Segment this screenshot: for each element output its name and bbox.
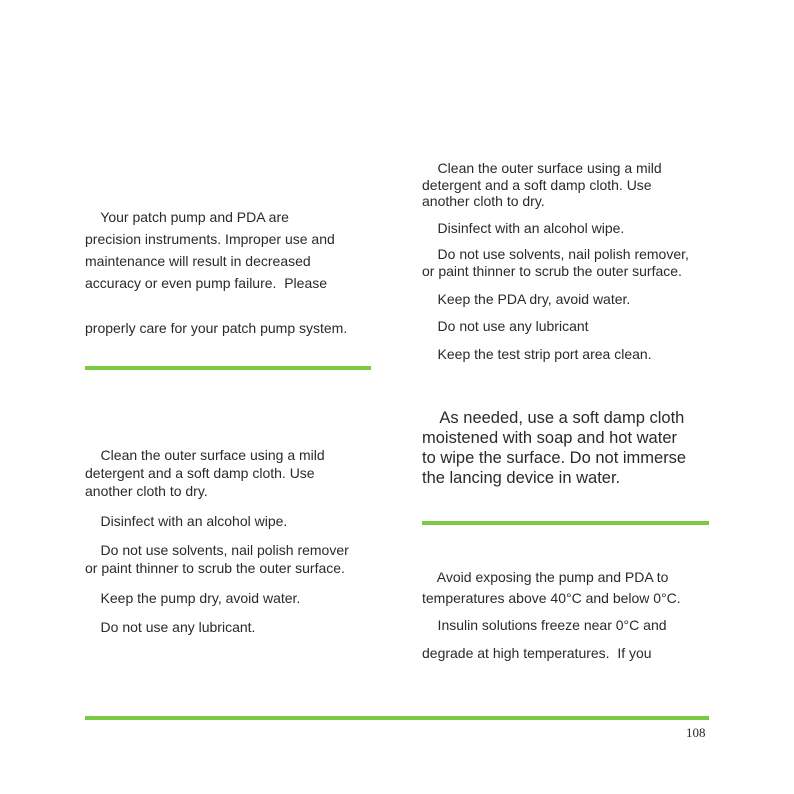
left-solvents-line-2: or paint thinner to scrub the outer surface. — [85, 560, 345, 576]
section-divider-right-1 — [422, 521, 709, 525]
left-solvents-line-1: Do not use solvents, nail polish remover — [85, 542, 349, 558]
section-divider-left-1 — [85, 366, 371, 370]
right-keep-dry-text: Keep the PDA dry, avoid water. — [422, 291, 631, 307]
temp-line-3: Insulin solutions freeze near 0°C and — [422, 617, 667, 633]
left-disinfect-text: Disinfect with an alcohol wipe. — [85, 513, 288, 529]
left-clean-line-2: detergent and a soft damp cloth. Use — [85, 465, 315, 481]
left-clean-line-3: another cloth to dry. — [85, 483, 208, 499]
right-clean-line-2: detergent and a soft damp cloth. Use — [422, 177, 652, 193]
lancing-line-1: As needed, use a soft damp cloth — [422, 409, 685, 427]
intro-line-5: properly care for your patch pump system. — [85, 320, 348, 336]
temp-line-1: Avoid exposing the pump and PDA to — [422, 569, 669, 585]
lancing-line-3: to wipe the surface. Do not immerse — [422, 449, 687, 467]
temp-line-4: degrade at high temperatures. If you — [422, 645, 652, 661]
intro-line-2: precision instruments. Improper use and — [85, 231, 335, 247]
intro-line-4: accuracy or even pump failure. Please — [85, 275, 328, 291]
right-disinfect-text: Disinfect with an alcohol wipe. — [422, 220, 625, 236]
page-number: 108 — [686, 725, 706, 740]
right-test-strip-text: Keep the test strip port area clean. — [422, 346, 652, 362]
right-no-lubricant-text: Do not use any lubricant — [422, 318, 589, 334]
left-keep-dry-text: Keep the pump dry, avoid water. — [85, 590, 301, 606]
right-solvents-line-2: or paint thinner to scrub the outer surface. — [422, 263, 682, 279]
left-clean-line-1: Clean the outer surface using a mild — [85, 447, 325, 463]
footer-divider — [85, 716, 709, 720]
intro-line-3: maintenance will result in decreased — [85, 253, 311, 269]
right-clean-line-1: Clean the outer surface using a mild — [422, 160, 662, 176]
right-solvents-line-1: Do not use solvents, nail polish remover, — [422, 246, 689, 262]
lancing-line-4: the lancing device in water. — [422, 469, 621, 487]
temp-line-2: temperatures above 40°C and below 0°C. — [422, 590, 681, 606]
right-clean-line-3: another cloth to dry. — [422, 193, 545, 209]
intro-line-1: Your patch pump and PDA are — [85, 209, 289, 225]
left-no-lubricant-text: Do not use any lubricant. — [85, 619, 256, 635]
lancing-line-2: moistened with soap and hot water — [422, 429, 677, 447]
